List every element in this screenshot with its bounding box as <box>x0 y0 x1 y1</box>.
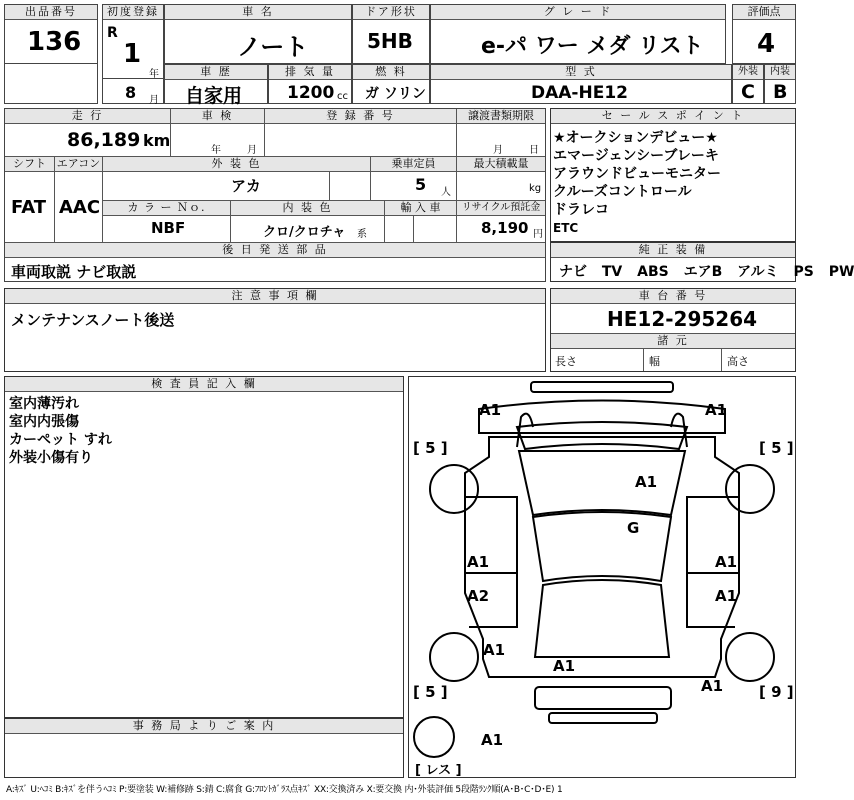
reg-header: 初度登録 <box>103 5 163 20</box>
office-header: 事 務 局 よ り ご 案 内 <box>5 719 403 734</box>
model-header: 型 式 <box>431 65 731 80</box>
grade: e-パ ワー メダ リスト <box>481 34 704 59</box>
damage-mark: A1 <box>705 401 728 419</box>
disp-unit: cc <box>337 91 348 102</box>
disp-header: 排 気 量 <box>269 65 351 80</box>
inspection-cell <box>171 109 265 157</box>
inspector-box <box>4 376 404 718</box>
int-grade: B <box>773 81 788 103</box>
int-cell <box>764 64 796 104</box>
equip-item: ABS <box>637 264 669 280</box>
color-cell <box>103 157 371 201</box>
score-header: 評価点 <box>733 5 795 20</box>
chassis-box <box>550 288 796 372</box>
recycle-unit: 円 <box>533 229 543 240</box>
equip-item: PS <box>793 264 814 280</box>
grade-header: グ レ ー ド <box>431 5 725 20</box>
car-diagram <box>408 376 796 778</box>
history: 自家用 <box>185 85 243 107</box>
damage-mark: A2 <box>467 587 490 605</box>
inspector-line: 外装小傷有り <box>9 450 93 466</box>
reg-month-unit: 月 <box>149 95 159 106</box>
inspection-header: 車 検 <box>171 109 264 124</box>
notes-box <box>4 288 546 372</box>
legend: A:ｷｽﾞ U:ﾍｺﾐ B:ｷｽﾞを伴うﾍｺﾐ P:要塗装 W:補修跡 S:錆 C:腐食 G:ﾌﾛﾝﾄｶﾞﾗｽ点ｷｽﾞ XX:交換済み X:要交換 内･外装評価 5段階ﾗﾝｸ順(A･B･C･D･E) 1 <box>6 785 563 795</box>
registration-cell <box>102 4 164 104</box>
model: DAA-HE12 <box>531 83 628 103</box>
reg-era: R <box>107 25 118 41</box>
chassis-header: 車 台 番 号 <box>551 289 795 304</box>
fuel: ガ ソリン <box>365 86 426 102</box>
sales-point: ★オークションデビュー★ <box>553 130 718 146</box>
interior-unit: 系 <box>357 229 367 240</box>
shift-header: シフト <box>5 157 54 172</box>
office-box <box>4 718 404 778</box>
damage-mark: A1 <box>701 677 724 695</box>
lot-number: 136 <box>27 27 82 57</box>
recycle-cell <box>457 201 545 243</box>
equip-item: TV <box>601 264 623 280</box>
door-cell <box>352 4 430 64</box>
colorno: NBF <box>151 219 186 237</box>
equipment-list <box>559 261 854 281</box>
mileage-unit: km <box>143 131 171 150</box>
ac-header: エアコン <box>56 157 101 170</box>
sales-point: ETC <box>553 221 579 235</box>
import-header: 輸 入 車 <box>385 201 456 216</box>
later-parts-cell <box>5 243 545 281</box>
damage-mark: A1 <box>715 553 738 571</box>
ext-cell <box>732 64 764 104</box>
equip-item: PW <box>828 264 854 280</box>
color-header: 外 装 色 <box>103 157 370 172</box>
spec-length: 長さ <box>555 355 577 368</box>
tire-rating: [ レス ] <box>415 763 462 778</box>
later-header: 後 日 発 送 部 品 <box>5 243 545 258</box>
load-header: 最大積載量 <box>457 157 545 172</box>
sales-points-box <box>550 108 796 242</box>
notes-header: 注 意 事 項 欄 <box>5 289 545 304</box>
notes-text: メンテナンスノート後送 <box>11 311 175 329</box>
car-name: ノート <box>237 33 309 61</box>
damage-mark: A1 <box>481 731 504 749</box>
transfer-cell <box>457 109 545 157</box>
history-cell <box>164 64 268 107</box>
inspector-line: 室内内張傷 <box>9 414 79 430</box>
colorno-header: カ ラ ー Ｎｏ. <box>103 201 230 216</box>
import-cell <box>385 201 457 243</box>
reg-month: 8 <box>125 83 137 102</box>
door-type: 5HB <box>367 29 413 53</box>
fuel-cell <box>352 64 430 104</box>
inspector-line: カーペット すれ <box>9 432 112 448</box>
sales-point: エマージェンシーブレーキ <box>553 148 719 164</box>
equip-item: アルミ <box>737 264 779 280</box>
transfer-header: 譲渡書類期限 <box>457 109 545 124</box>
regno-header: 登 録 番 号 <box>265 109 456 124</box>
spec-height: 高さ <box>727 355 749 368</box>
spec-header: 諸 元 <box>551 333 795 349</box>
spec-width: 幅 <box>649 355 660 368</box>
sales-point: クルーズコントロール <box>553 184 692 200</box>
lot-cell <box>4 4 98 104</box>
later-parts: 車両取説 ナビ取説 <box>11 263 137 281</box>
damage-mark: A1 <box>483 641 506 659</box>
car-name-cell <box>164 4 352 64</box>
shift: FAT <box>11 197 47 218</box>
capacity-unit: 人 <box>441 187 451 198</box>
equip-item: ナビ <box>559 264 587 280</box>
mileage-header: 走 行 <box>5 109 170 124</box>
car-outline-icon <box>409 377 795 777</box>
reg-year-unit: 年 <box>149 69 159 80</box>
damage-mark: A1 <box>467 553 490 571</box>
load-unit: kg <box>529 183 542 194</box>
transfer-month: 月 <box>493 145 503 156</box>
shift-cell <box>5 157 55 243</box>
damage-mark: A1 <box>715 587 738 605</box>
door-header: ドア形状 <box>353 5 429 20</box>
load-cell <box>457 157 545 201</box>
recycle: 8,190 <box>481 219 529 237</box>
ac-cell <box>55 157 103 243</box>
sales-list <box>553 129 721 237</box>
history-header: 車 歴 <box>165 65 267 80</box>
score: 4 <box>757 29 776 59</box>
top-info-table <box>4 4 796 107</box>
sales-header: セ ー ル ス ポ イ ン ト <box>551 109 795 124</box>
reg-year: 1 <box>123 39 142 69</box>
tire-rating: [ 5 ] <box>759 439 794 457</box>
regno-cell <box>265 109 457 157</box>
ext-grade: C <box>741 81 755 103</box>
ext-header: 外装 <box>733 65 763 80</box>
model-cell <box>430 64 732 104</box>
grade-cell <box>430 4 726 64</box>
inspector-notes <box>9 395 112 467</box>
interior: クロ/クロチャ <box>263 225 346 240</box>
inspector-line: 室内薄汚れ <box>9 396 79 412</box>
damage-mark: A1 <box>635 473 658 491</box>
sales-point: ドラレコ <box>553 202 609 218</box>
recycle-header: リサイクル預託金 <box>457 201 545 216</box>
transfer-day: 日 <box>529 145 539 156</box>
name-header: 車 名 <box>165 5 351 20</box>
fuel-header: 燃 料 <box>353 65 429 80</box>
interior-header: 内 装 色 <box>231 201 384 216</box>
mileage-cell <box>5 109 171 157</box>
colorno-cell <box>103 201 231 243</box>
equip-item: エアB <box>683 264 723 280</box>
color: アカ <box>231 177 261 195</box>
tire-rating: [ 5 ] <box>413 439 448 457</box>
equipment-header: 純 正 装 備 <box>551 243 795 258</box>
inspector-header: 検 査 員 記 入 欄 <box>5 377 403 392</box>
tire-rating: [ 9 ] <box>759 683 794 701</box>
interior-cell <box>231 201 385 243</box>
displacement-cell <box>268 64 352 104</box>
capacity: 5 <box>415 175 427 194</box>
vehicle-detail-table <box>4 108 546 282</box>
inspection-month: 月 <box>247 145 257 156</box>
capacity-header: 乗車定員 <box>371 157 456 172</box>
tire-rating: [ 5 ] <box>413 683 448 701</box>
damage-mark: A1 <box>553 657 576 675</box>
damage-mark: G <box>627 519 640 537</box>
int-header: 内装 <box>765 65 795 80</box>
displacement: 1200 <box>287 83 335 103</box>
sales-point: アラウンドビューモニター <box>553 166 721 182</box>
inspection-year: 年 <box>211 145 221 156</box>
equipment-box <box>550 242 854 282</box>
ac: AAC <box>59 197 101 218</box>
mileage: 86,189 <box>67 129 141 151</box>
capacity-cell <box>371 157 457 201</box>
chassis-number: HE12-295264 <box>607 307 758 331</box>
lot-header: 出品番号 <box>5 5 97 20</box>
score-cell <box>732 4 796 64</box>
damage-mark: A1 <box>479 401 502 419</box>
